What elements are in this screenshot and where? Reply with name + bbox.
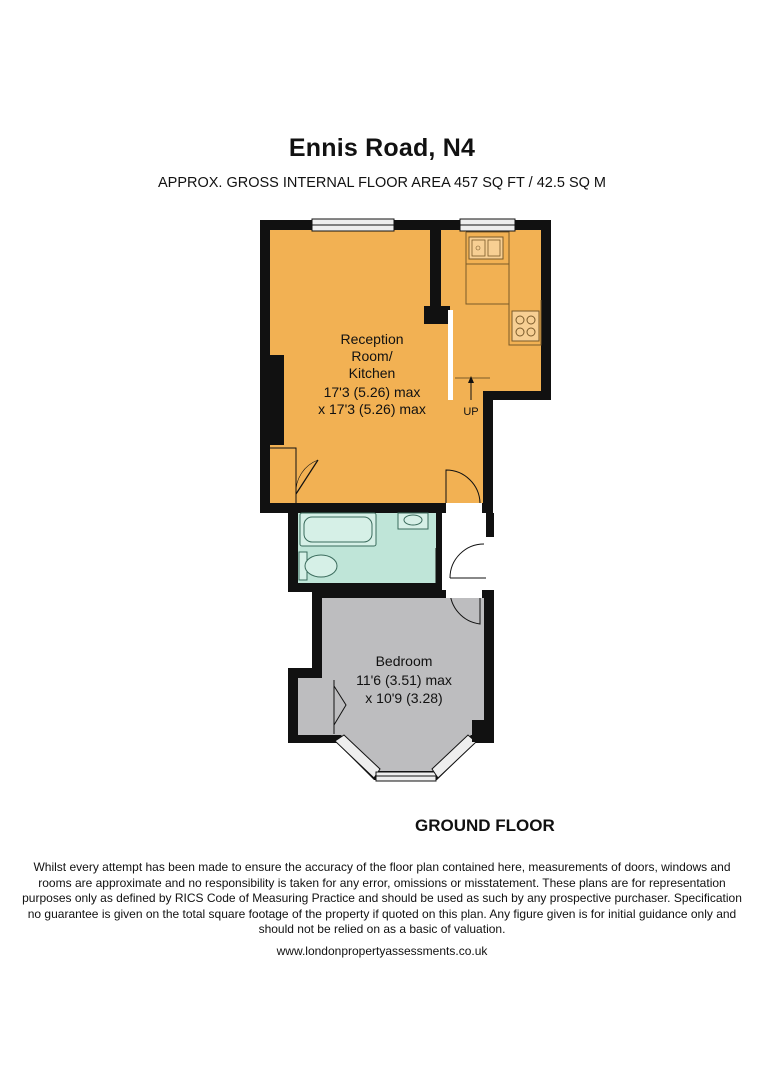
- basin-icon: [398, 513, 428, 529]
- floor-area-subtitle: APPROX. GROSS INTERNAL FLOOR AREA 457 SQ FT / 42.5 SQ M: [157, 175, 607, 191]
- reception-label-1: Reception: [340, 331, 404, 347]
- website-link[interactable]: www.londonpropertyassessments.co.uk: [276, 944, 488, 958]
- reception-label-2: Room/: [351, 348, 393, 364]
- reception-room: [260, 219, 551, 513]
- hallway: [442, 513, 494, 593]
- sink-icon: [469, 237, 503, 259]
- reception-dimension-2: x 17'3 (5.26) max: [318, 401, 426, 417]
- reception-dimension-1: 17'3 (5.26) max: [323, 384, 421, 400]
- bedroom-label: Bedroom: [375, 653, 433, 669]
- reception-label-3: Kitchen: [348, 365, 396, 381]
- bathroom: [288, 505, 442, 592]
- bedroom-chimney: [472, 720, 484, 742]
- bathtub-icon: [300, 513, 376, 546]
- bedroom-dimension-2: x 10'9 (3.28): [365, 690, 443, 706]
- chimney-breast: [270, 355, 284, 445]
- kitchen-partition-stub: [424, 306, 450, 324]
- stair-wall: [448, 310, 453, 400]
- disclaimer-text: Whilst every attempt has been made to ensure the accuracy of the floor plan contained here, measurements of doors, windows and rooms are approximate and no responsibility is taken for any error, omissions or misstatement. These plans are for representation purposes only as defined by RICS Code of Measuring Practice and should be used as such by any prospective purchaser. Specification no guarantee is given on the total square footage of the property if quoted on this plan. Any figure given is for initial guidance only and should not be relied on as a basic of valuation.: [22, 860, 742, 936]
- kitchen-partition-wall: [430, 230, 441, 310]
- reception-floor: [270, 230, 541, 503]
- hob-icon: [512, 311, 539, 341]
- bedroom-dimension-1: 11'6 (3.51) max: [356, 672, 452, 688]
- plan-title: Ennis Road, N4: [288, 134, 476, 162]
- floor-label: GROUND FLOOR: [415, 816, 555, 835]
- stairs-up-label: UP: [463, 406, 479, 418]
